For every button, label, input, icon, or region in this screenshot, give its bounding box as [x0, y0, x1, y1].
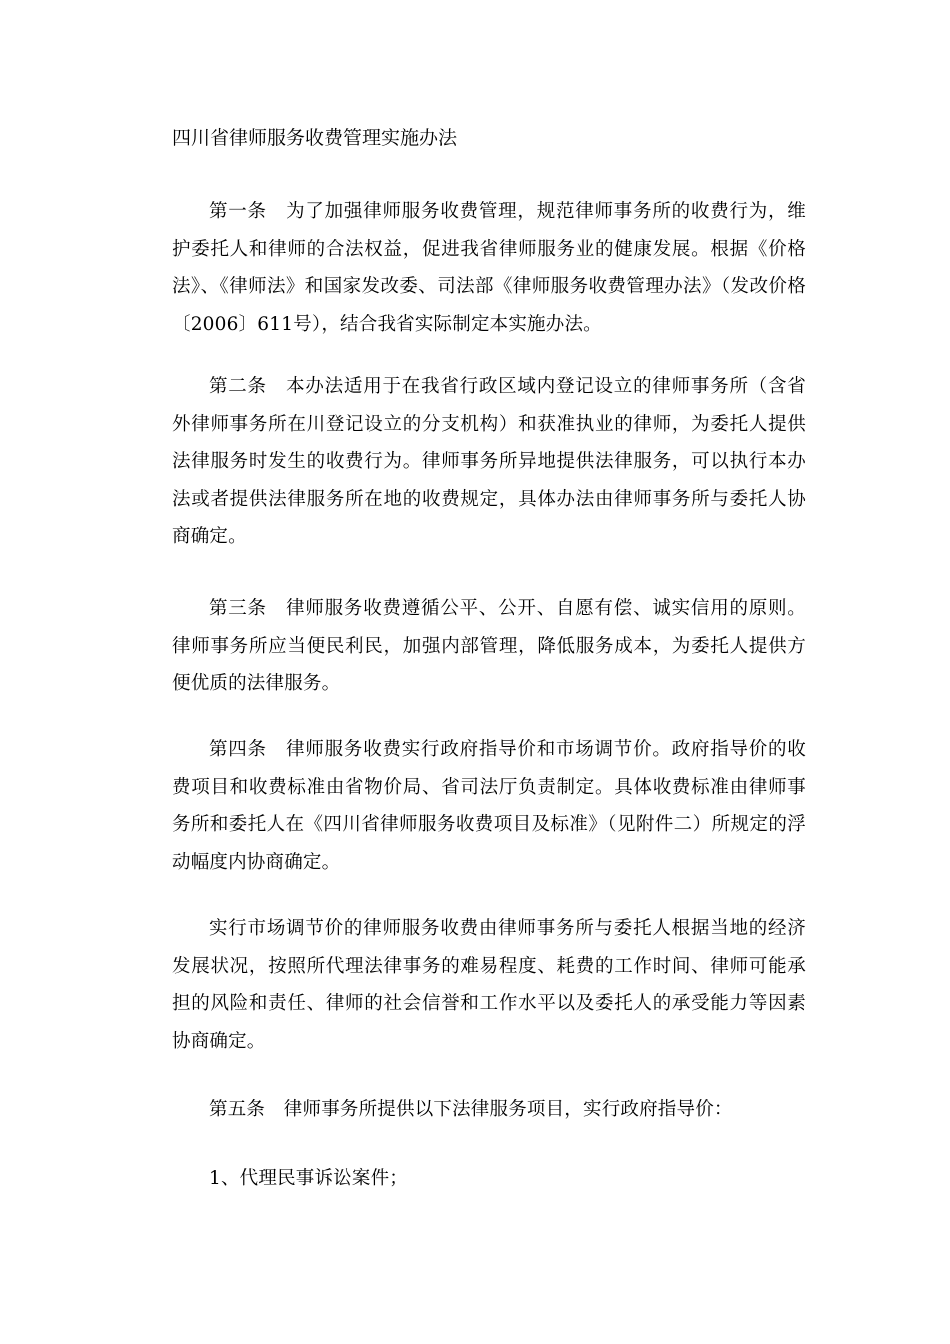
- document-title: 四川省律师服务收费管理实施办法: [172, 127, 458, 149]
- list-item-civil-litigation: 1、代理民事诉讼案件；: [209, 1168, 408, 1189]
- article-5-paragraph: 第五条 律师事务所提供以下法律服务项目，实行政府指导价：: [209, 1099, 733, 1120]
- market-price-paragraph: 实行市场调节价的律师服务收费由律师事务所与委托人根据当地的经济发展状况，按照所代理法律事务的难易程度、耗费的工作时间、律师可能承担的风险和责任、律师的社会信誉和工作水平以及委托人的承受能力等因素协商确定。: [172, 918, 806, 1052]
- article-3-paragraph: 第三条 律师服务收费遵循公平、公开、自愿有偿、诚实信用的原则。律师事务所应当便民利民，加强内部管理，降低服务成本，为委托人提供方便优质的法律服务。: [172, 598, 806, 694]
- article-2-paragraph: 第二条 本办法适用于在我省行政区域内登记设立的律师事务所（含省外律师事务所在川登记设立的分支机构）和获准执业的律师，为委托人提供法律服务时发生的收费行为。律师事务所异地提供法律服务，可以执行本办法或者提供法律服务所在地的收费规定，具体办法由律师事务所与委托人协商确定。: [172, 376, 806, 547]
- article-4-paragraph: 第四条 律师服务收费实行政府指导价和市场调节价。政府指导价的收费项目和收费标准由省物价局、省司法厅负责制定。具体收费标准由律师事务所和委托人在《四川省律师服务收费项目及标准》（见附件二）所规定的浮动幅度内协商确定。: [172, 739, 806, 873]
- article-1-paragraph: 第一条 为了加强律师服务收费管理，规范律师事务所的收费行为，维护委托人和律师的合法权益，促进我省律师服务业的健康发展。根据《价格法》、《律师法》和国家发改委、司法部《律师服务收费管理办法》（发改价格〔2006〕611号），结合我省实际制定本实施办法。: [172, 201, 806, 335]
